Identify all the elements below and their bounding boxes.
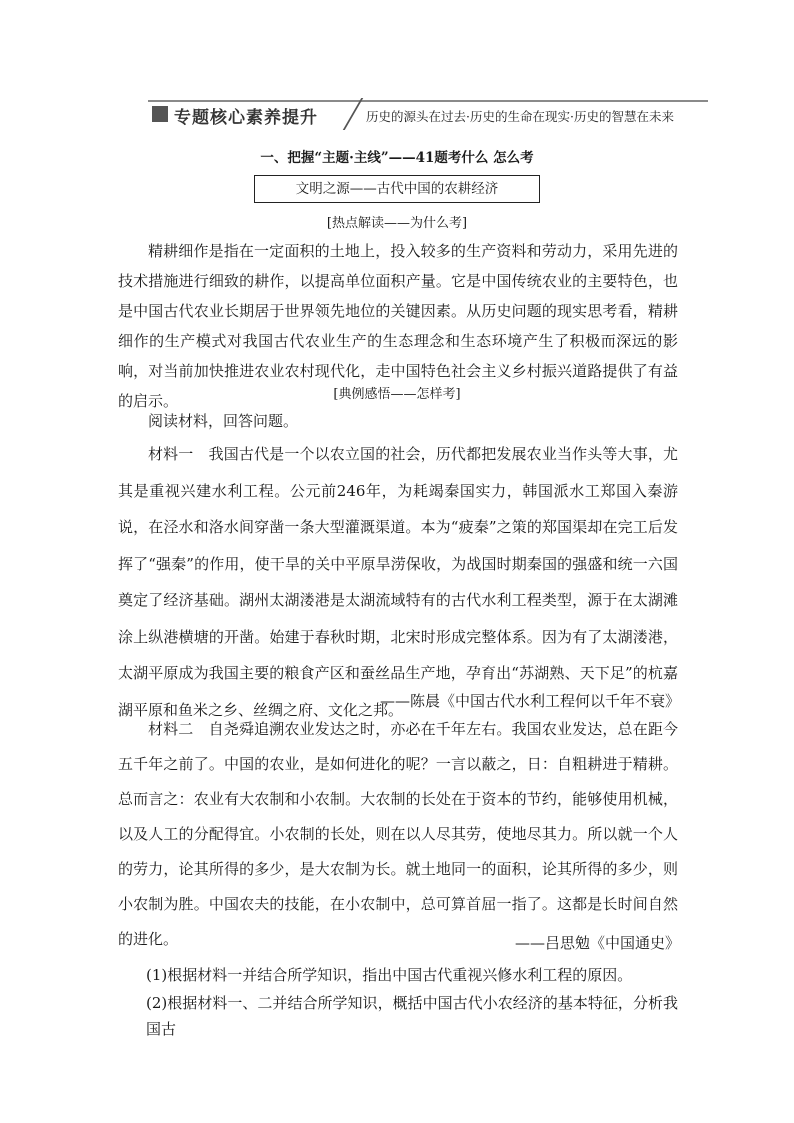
material-one: 材料一 我国古代是一个以农立国的社会，历代都把发展农业当作头等大事，尤其是重视兴建水利工程。公元前246年，为耗竭秦国实力，韩国派水工郑国入秦游说，在泾水和洛水间穿凿一条大型灌溉渠道。本为“疲秦”之策的郑国渠却在完工后发挥了“强秦”的作用，使干旱的关中平原旱涝保收，为战国时期秦国的强盛和统一六国奠定了经济基础。湖州太湖溇港是太湖流域特有的古代水利工程类型，源于在太湖滩涂上纵港横塘的开凿。始建于春秋时期，北宋时形成完整体系。因为有了太湖溇港，太湖平原成为我国主要的粮食产区和蚕丝品生产地，孕育出“苏湖熟、天下足”的杭嘉湖平原和鱼米之乡、丝绸之府、文化之邦。 — [118, 445, 678, 719]
material-two: 材料二 自尧舜追溯农业发达之时，亦必在千年左右。我国农业发达，总在距今五千年之前了。中国的农业，是如何进化的呢？一言以蔽之，日：自粗耕进于精耕。总而言之：农业有大农制和小农制。大农制的长处在于资本的节约，能够使用机械，以及人工的分配得宜。小农制的长处，则在以人尽其劳，使地尽其力。所以就一个人的劳力，论其所得的多少，是大农制为长。就土地同一的面积，论其所得的多少，则小农制为胜。中国农夫的技能，在小农制中，总可算首屈一指了。这都是长时间自然的进化。 — [118, 720, 678, 948]
subheading-hot-topic: [热点解读——为什么考] — [326, 216, 468, 231]
question-one: (1)根据材料一并结合所学知识，指出中国古代重视兴修水利工程的原因。 — [146, 966, 633, 984]
reading-prompt: 阅读材料，回答问题。 — [148, 412, 299, 430]
section-banner — [148, 100, 708, 128]
banner-motto: 历史的源头在过去·历史的生命在现实·历史的智慧在未来 — [366, 109, 674, 124]
topic-box: 文明之源——古代中国的农耕经济 — [254, 175, 540, 203]
banner-rule — [148, 100, 708, 102]
subheading-example: [典例感悟——怎样考] — [333, 387, 461, 402]
material-two-source: ——吕思勉《中国通史》 — [514, 934, 680, 952]
intro-paragraph: 精耕细作是指在一定面积的土地上，投入较多的生产资料和劳动力，采用先进的技术措施进行细致的耕作，以提高单位面积产量。它是中国传统农业的主要特色，也是中国古代农业长期居于世界领先地位的关键因素。从历史问题的现实思考看，精耕细作的生产模式对我国古代农业生产的生态理念和生态环境产生了积极而深远的影响，对当前加快推进农业农村现代化，走中国特色社会主义乡村振兴道路提供了有益的启示。 — [118, 242, 678, 410]
banner-slash-divider — [343, 98, 363, 130]
section-title: 一、把握“主题·主线”——41题考什么 怎么考 — [260, 150, 534, 166]
banner-square-icon — [152, 106, 168, 122]
question-two: (2)根据材料一、二并结合所学知识，概括中国古代小农经济的基本特征，分析我国古 — [146, 994, 678, 1038]
material-one-source: ——陈晨《中国古代水利工程何以千年不衰》 — [379, 692, 680, 710]
banner-title: 专题核心素养提升 — [174, 108, 318, 128]
